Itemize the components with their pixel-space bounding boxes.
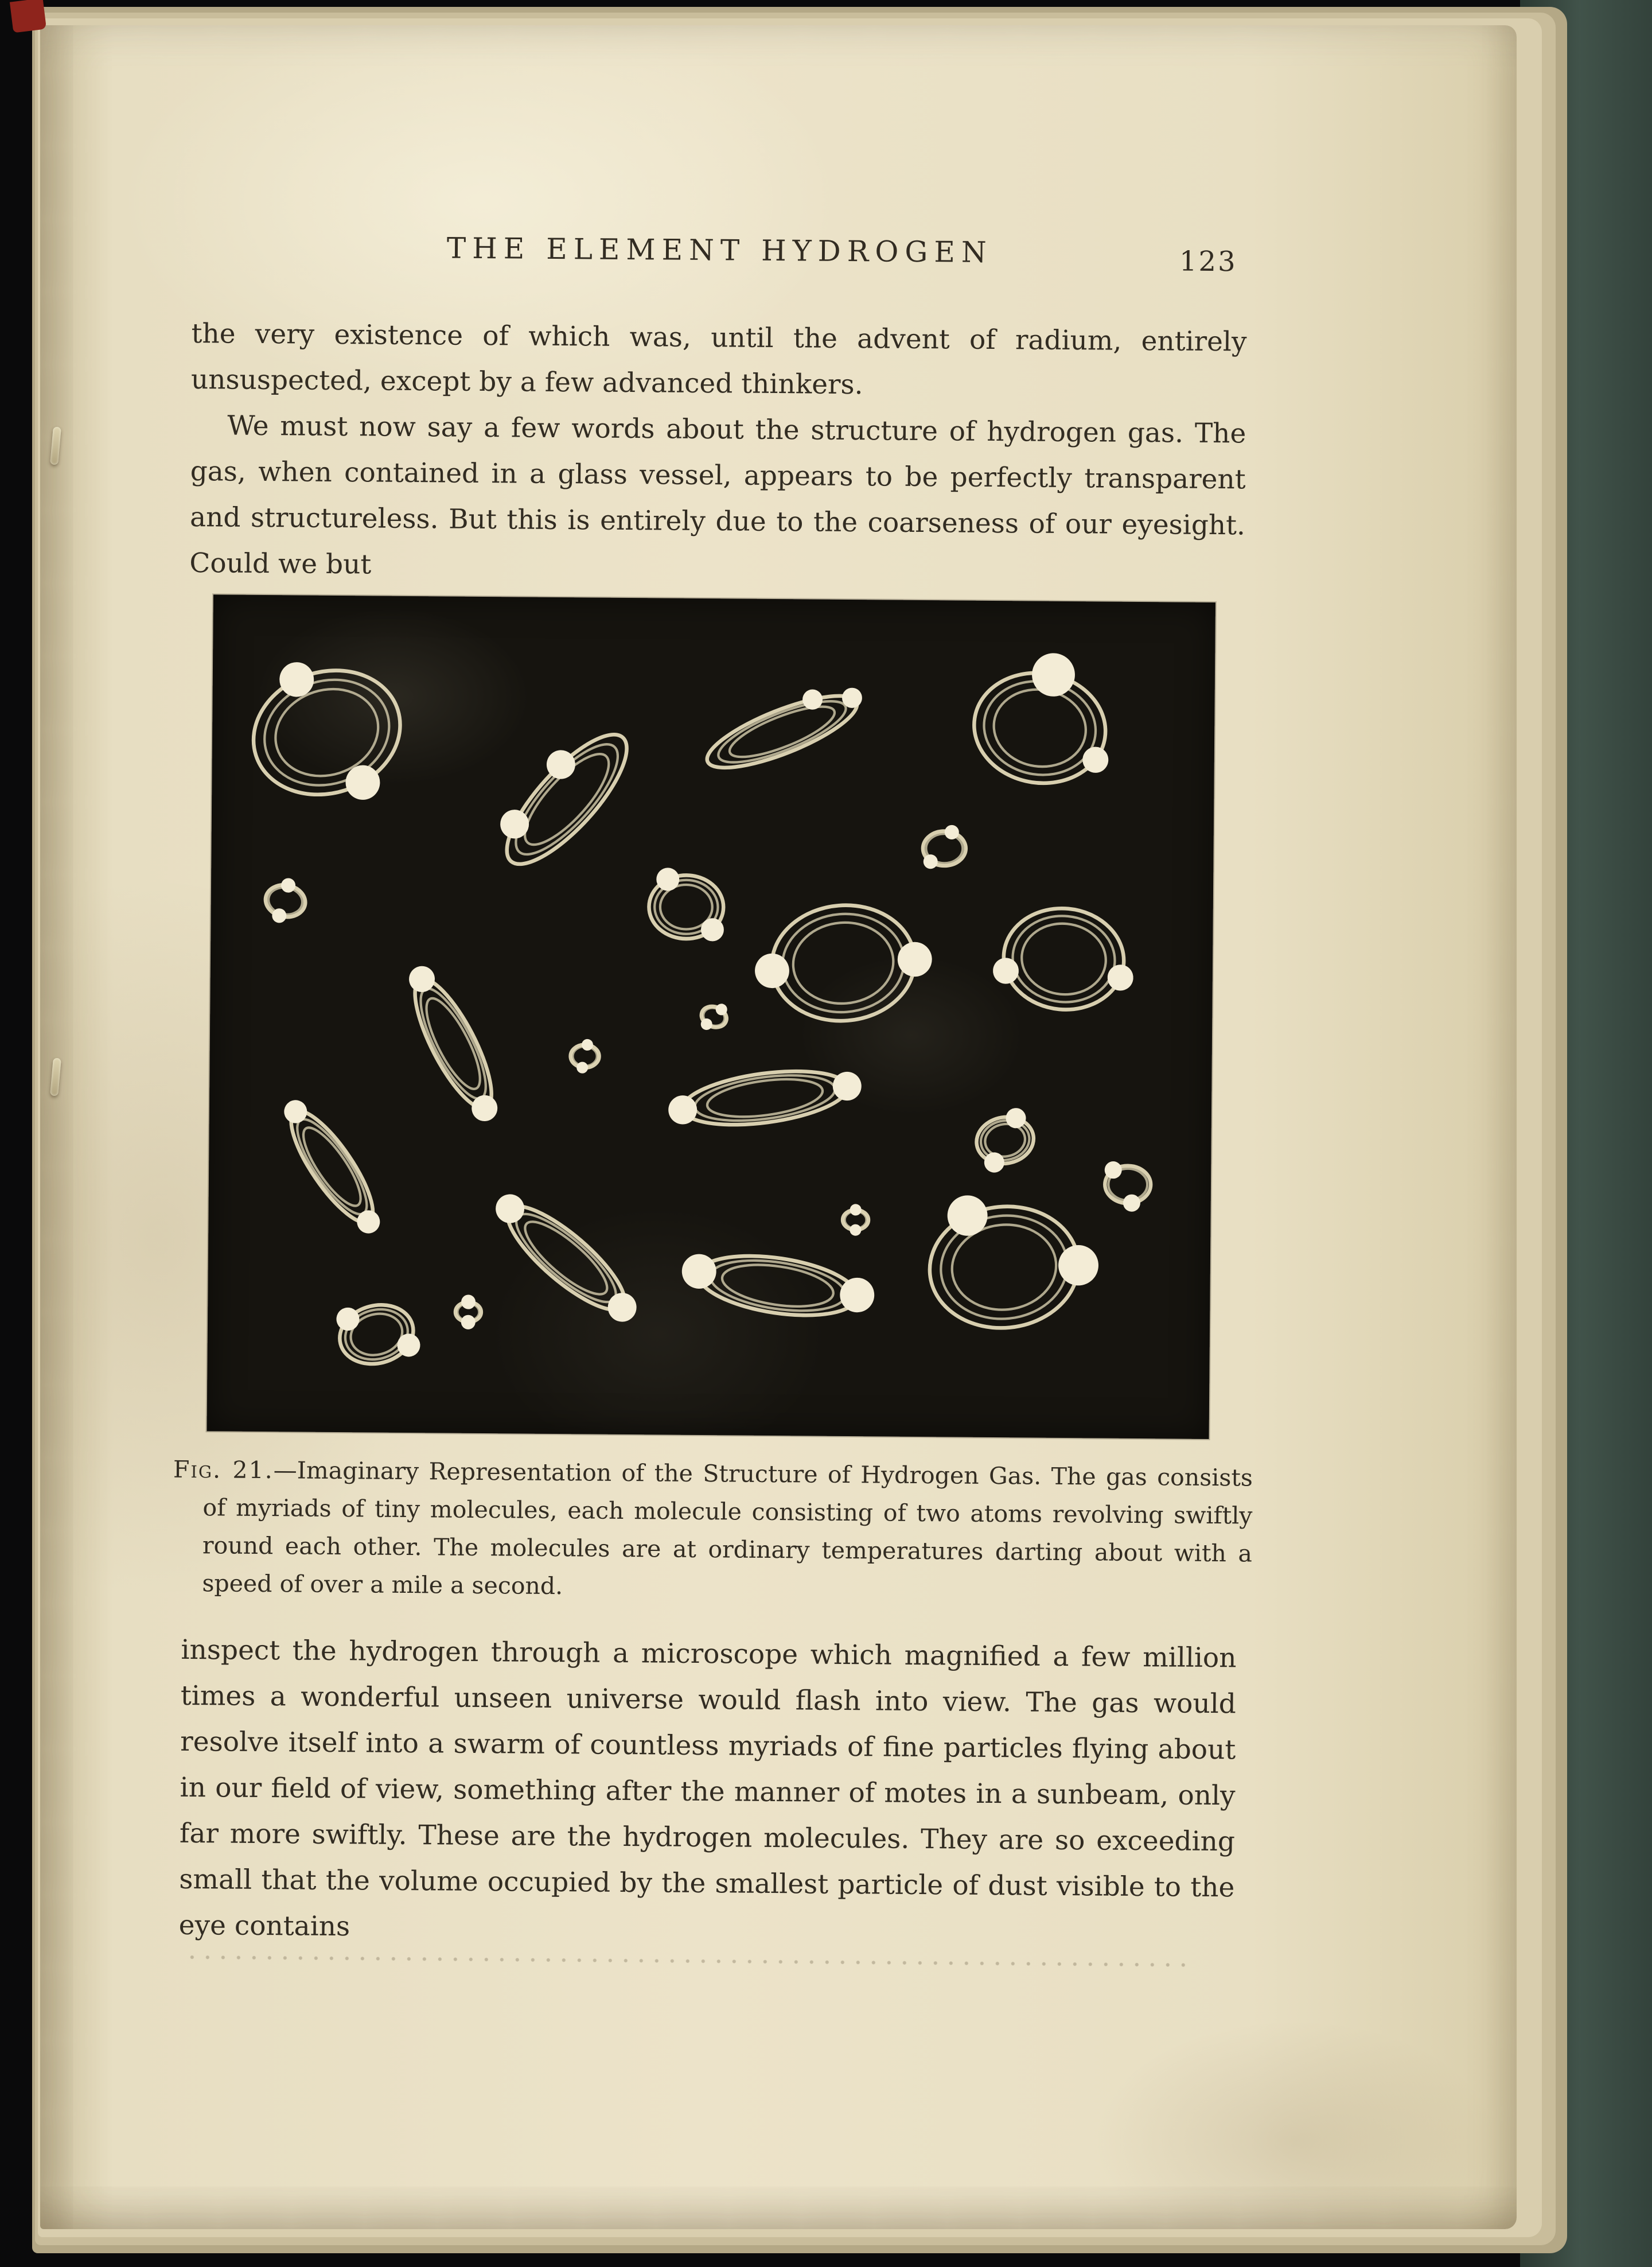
page-number: 123 (1179, 245, 1237, 278)
book-page (40, 25, 1517, 2229)
running-title: THE ELEMENT HYDROGEN (446, 231, 993, 269)
binding-stitch (50, 427, 61, 465)
figure-svg (207, 594, 1215, 1439)
figure-caption-text: —Imaginary Representation of the Structure of Hydrogen Gas. The gas consists of myriads of tiny molecules, each molecule consisting of two atoms revolving swiftly round each other. The molecules are at ordinary temperatures darting about with a speed of over a mile a second. (202, 1456, 1253, 1600)
page-content (173, 230, 1253, 1968)
binding-stitch (50, 1058, 61, 1096)
body-paragraph-1: the very existence of which was, until the advent of radium, entirely unsuspected, except by a few advanced thinkers. (190, 317, 1247, 401)
body-paragraph-2: We must now say a few words about the structure of hydrogen gas. The gas, when contained in a glass vessel, appears to be perfectly transparent and structureless. But this is entirely due to the coarseness of our eyesight. Could we but (189, 410, 1246, 581)
page-header (192, 230, 1247, 278)
red-spine-corner (10, 0, 46, 33)
figure-caption (172, 1451, 1253, 1611)
body-paragraph-3: inspect the hydrogen through a microscope which magnified a few million times a wonderful unseen universe would flash into view. The gas would resolve itself into a swarm of countless myriads of fine particles flying about in our field of view, something after the manner of motes in a sunbeam, only far more swiftly. These are the hydrogen molecules. They are so exceeding small that the volume occupied by the smallest particle of dust visible to the eye contains (178, 1634, 1237, 1943)
figure-21 (207, 594, 1215, 1439)
figure-caption-label: Fig. 21. (173, 1455, 274, 1484)
show-through-dots (184, 1954, 1194, 1968)
